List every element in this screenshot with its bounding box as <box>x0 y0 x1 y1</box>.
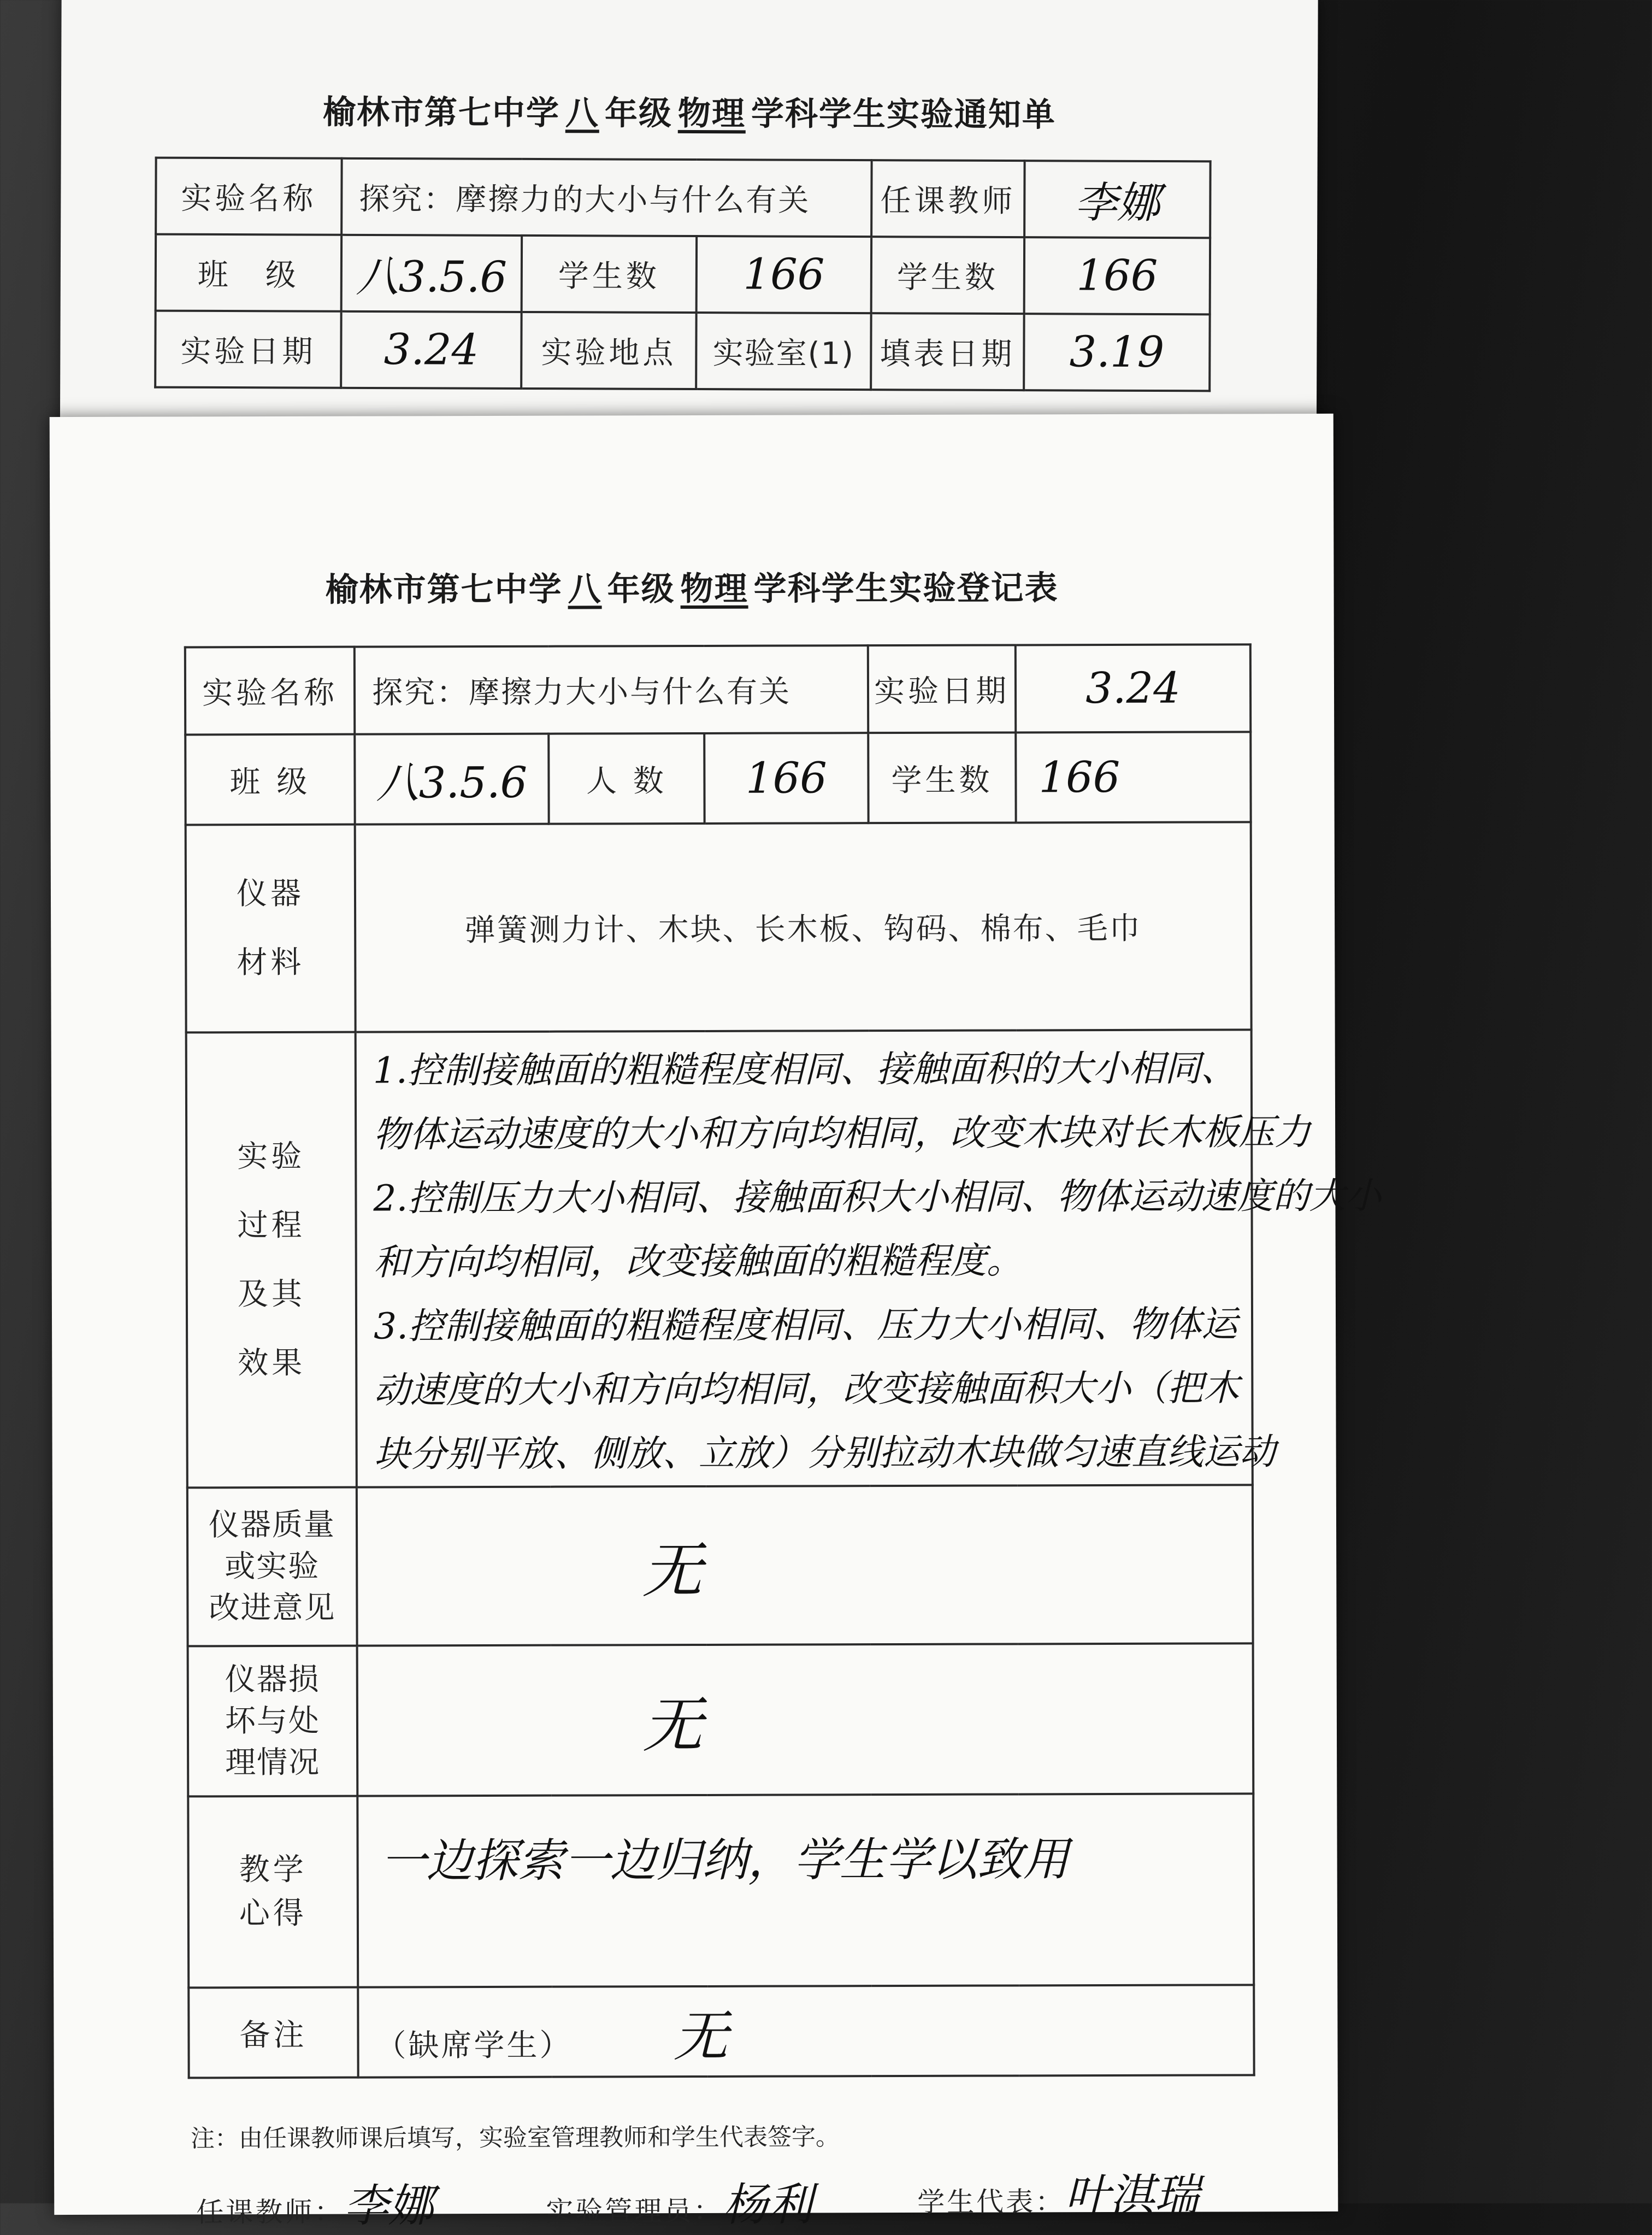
teacher-signature-block: 任课教师：李娜 <box>196 2180 434 2232</box>
notice-count-value: 166 <box>697 236 872 313</box>
reg-name-label: 实验名称 <box>185 647 355 735</box>
reg-reflect-value: 一边探索一边归纳，学生学以致用 <box>357 1793 1254 1987</box>
notice-class-value: 八3.5.6 <box>341 235 522 312</box>
reg-class-label: 班 级 <box>185 734 355 825</box>
reg-remark-label: 备注 <box>188 1987 358 2078</box>
notice-fill-label: 填表日期 <box>871 313 1024 390</box>
register-sheet <box>50 414 1382 2232</box>
notice-grade: 八 <box>565 94 600 133</box>
process-line: 1.控制接触面的粗糙程度相同、接触面积的大小相同、 <box>373 1047 1237 1092</box>
notice-count2-value: 166 <box>1024 237 1210 314</box>
reg-date-value: 3.24 <box>1016 644 1250 732</box>
reg-date-label: 实验日期 <box>868 645 1016 733</box>
reg-remark-cell <box>358 1985 1254 2077</box>
notice-fill-value: 3.19 <box>1024 314 1210 391</box>
reg-process-label: 实验 过程 及其 效果 <box>186 1032 357 1488</box>
notice-name-value: 探究：摩擦力的大小与什么有关 <box>341 158 872 237</box>
process-line: 物体运动速度的大小和方向均相同，改变木块对长木板压力 <box>373 1111 1311 1156</box>
notice-teacher-label: 任课教师 <box>871 160 1024 237</box>
reg-quality-value: 无 <box>357 1485 1253 1645</box>
admin-signature: 杨利 <box>723 2179 813 2231</box>
notice-date-value: 3.24 <box>341 311 521 389</box>
notice-date-label: 实验日期 <box>155 311 341 388</box>
notice-subject: 物理 <box>677 94 746 133</box>
reg-name-value: 探究：摩擦力大小与什么有关 <box>355 645 868 734</box>
reg-equip-value: 弹簧测力计、木块、长木板、钩码、棉布、毛巾 <box>355 822 1252 1032</box>
student-signature-block: 学生代表：叶淇瑞 <box>917 2169 1200 2222</box>
reg-damage-value: 无 <box>357 1643 1254 1796</box>
process-line: 3.控制接触面的粗糙程度相同、压力大小相同、物体运 <box>373 1303 1238 1348</box>
reg-people-label: 人 数 <box>548 733 704 824</box>
notice-count2-label: 学生数 <box>871 237 1024 314</box>
register-footnote: 注：由任课教师课后填写，实验室管理教师和学生代表签字。 <box>190 2123 840 2153</box>
reg-class-value: 八3.5.6 <box>355 734 548 825</box>
process-line: 2.控制压力大小相同、接触面积大小相同、物体运动速度的大小 <box>373 1174 1382 1220</box>
reg-quality-label: 仪器质量 或实验 改进意见 <box>187 1487 357 1646</box>
reg-students-value: 166 <box>1016 732 1250 822</box>
teacher-signature: 李娜 <box>344 2180 434 2232</box>
reg-equip-label: 仪器 材料 <box>186 825 356 1033</box>
notice-class-label: 班 级 <box>156 234 341 311</box>
register-title: 榆林市第七中学 八 年级 物理 学科学生实验登记表 <box>325 569 1059 609</box>
notice-teacher-value: 李娜 <box>1024 161 1210 238</box>
process-line: 和方向均相同，改变接触面的粗糙程度。 <box>373 1239 1023 1284</box>
notice-place-label: 实验地点 <box>521 312 696 389</box>
reg-remark-sub: （缺席学生） <box>375 2027 573 2064</box>
admin-signature-block: 实验管理员：杨利 <box>546 2179 813 2231</box>
student-signature: 叶淇瑞 <box>1065 2169 1200 2222</box>
notice-title: 榆林市第七中学 八 年级 物理 学科学生实验通知单 <box>322 93 1057 134</box>
notice-place-value: 实验室(1) <box>696 313 871 390</box>
register-table <box>184 643 1382 2079</box>
notice-name-label: 实验名称 <box>156 158 341 235</box>
process-line: 块分别平放、侧放、立放）分别拉动木块做匀速直线运动 <box>374 1431 1276 1475</box>
register-grade: 八 <box>568 570 602 609</box>
notice-table <box>154 157 1211 392</box>
reg-process-value <box>356 1030 1382 1487</box>
reg-students-label: 学生数 <box>868 732 1016 823</box>
reg-people-value: 166 <box>704 733 868 824</box>
register-subject: 物理 <box>680 569 748 609</box>
process-line: 动速度的大小和方向均相同，改变接触面积大小（把木 <box>374 1367 1240 1411</box>
reg-reflect-label: 教学 心得 <box>188 1796 358 1988</box>
reg-remark-value: 无 <box>673 2004 728 2068</box>
notice-count-label: 学生数 <box>522 236 697 313</box>
reg-damage-label: 仪器损 坏与处 理情况 <box>188 1646 358 1797</box>
